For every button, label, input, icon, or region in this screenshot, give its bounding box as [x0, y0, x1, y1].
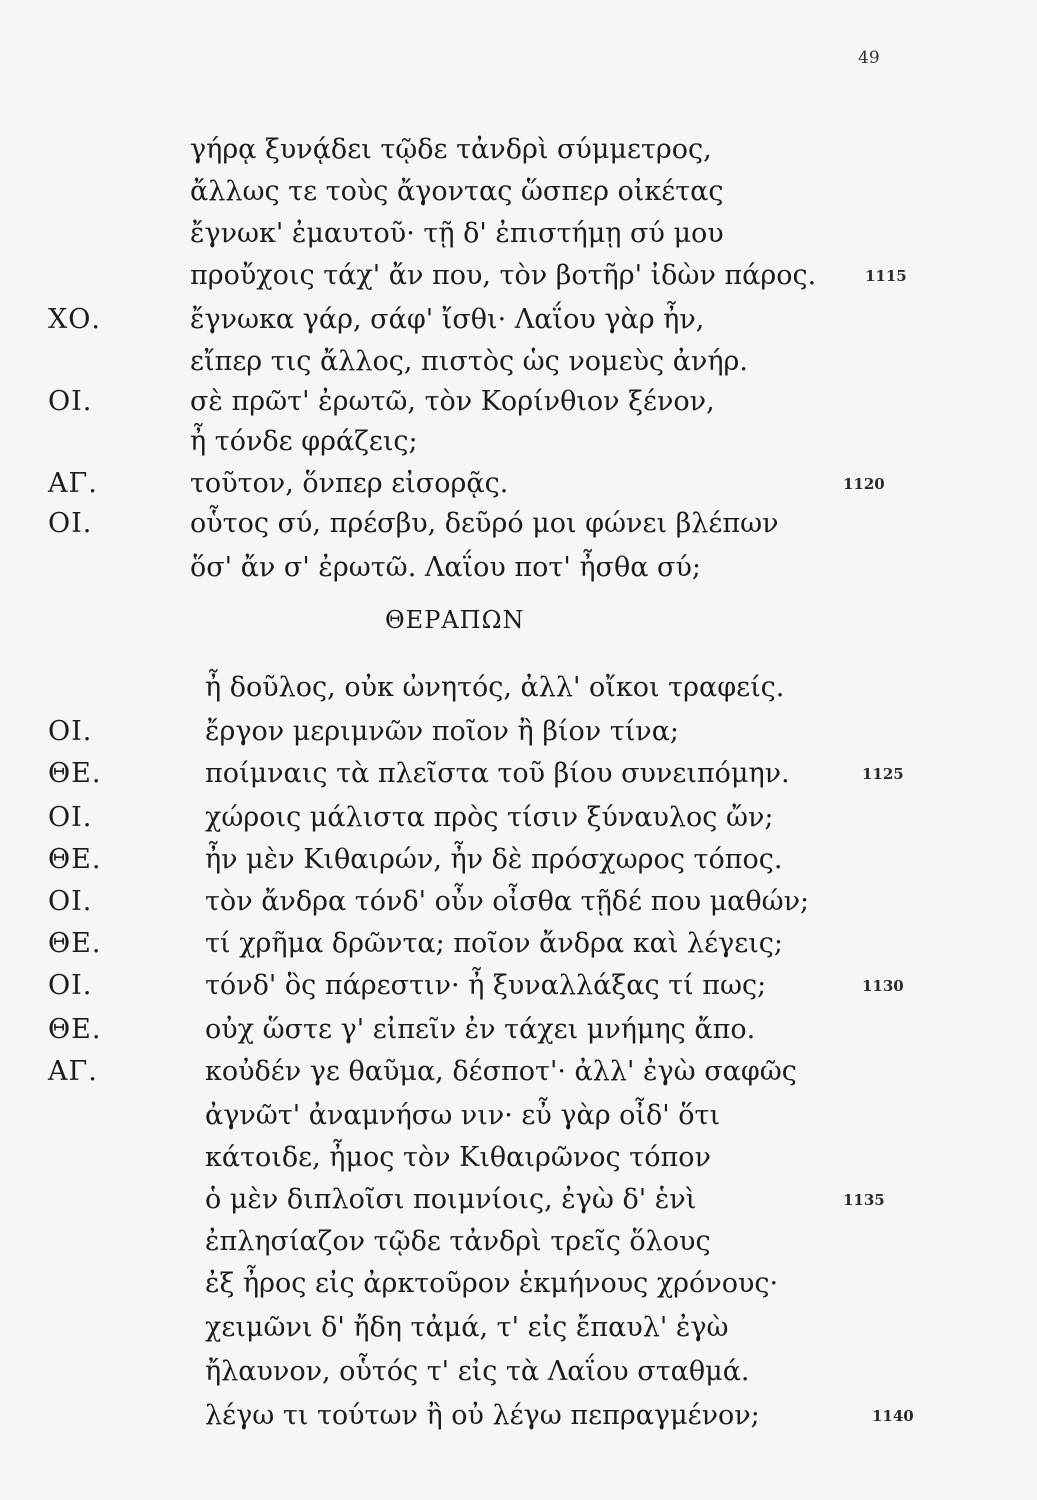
speaker-label: ΘΕ. [48, 758, 102, 789]
speaker-label: ΟΙ. [48, 970, 93, 1001]
verse-text: ἀγνῶτ' ἀναμνήσω νιν· εὖ γὰρ οἶδ' ὅτι [205, 1100, 721, 1131]
verse-line [0, 1394, 1037, 1438]
verse-line [0, 922, 1037, 966]
verse-line [0, 1262, 1037, 1306]
verse-line [0, 1050, 1037, 1094]
speaker-label: ΟΙ. [48, 508, 93, 539]
line-number: 1130 [862, 977, 904, 995]
verse-line [0, 1008, 1037, 1052]
verse-line [0, 838, 1037, 882]
verse-text: τοῦτον, ὅνπερ εἰσορᾷς. [190, 468, 509, 499]
verse-line [0, 212, 1037, 256]
verse-text: χώροις μάλιστα πρὸς τίσιν ξύναυλος ὤν; [205, 802, 774, 833]
verse-line [0, 502, 1037, 546]
verse-line [0, 752, 1037, 796]
speaker-label: ΘΕ. [48, 844, 102, 875]
verse-text: ἔργον μεριμνῶν ποῖον ἢ βίον τίνα; [205, 716, 680, 747]
line-number: 1140 [872, 1407, 914, 1425]
speaker-label: ΟΙ. [48, 716, 93, 747]
speaker-label: ΘΕ. [48, 928, 102, 959]
speaker-label: ΟΙ. [48, 386, 93, 417]
verse-text: κάτοιδε, ἦμος τὸν Κιθαιρῶνος τόπον [205, 1142, 711, 1173]
page-number: 49 [858, 48, 880, 68]
verse-line [0, 128, 1037, 172]
verse-text: οὐχ ὥστε γ' εἰπεῖν ἐν τάχει μνήμης ἄπο. [205, 1014, 756, 1045]
character-heading: ΘΕΡΑΠΩΝ [385, 606, 525, 634]
verse-text: λέγω τι τούτων ἢ οὐ λέγω πεπραγμένον; [205, 1400, 760, 1431]
verse-text: τί χρῆμα δρῶντα; ποῖον ἄνδρα καὶ λέγεις; [205, 928, 784, 959]
verse-text: ἐξ ἦρος εἰς ἀρκτοῦρον ἑκμήνους χρόνους· [205, 1268, 779, 1299]
verse-text: χειμῶνι δ' ἤδη τἀμά, τ' εἰς ἔπαυλ' ἐγὼ [205, 1312, 729, 1343]
verse-text: σὲ πρῶτ' ἐρωτῶ, τὸν Κορίνθιον ξένον, [190, 386, 715, 417]
verse-text: προὔχοις τάχ' ἄν που, τὸν βοτῆρ' ἰδὼν πάρος. [190, 260, 817, 291]
line-number: 1125 [862, 765, 904, 783]
verse-line [0, 666, 1037, 710]
verse-line [0, 1350, 1037, 1394]
verse-line [0, 796, 1037, 840]
verse-text: εἴπερ τις ἄλλος, πιστὸς ὡς νομεὺς ἀνήρ. [190, 346, 748, 377]
verse-line [0, 298, 1037, 342]
verse-line [0, 1136, 1037, 1180]
verse-text: ἔγνωκα γάρ, σάφ' ἴσθι· Λαΐου γὰρ ἦν, [190, 304, 705, 335]
verse-text: κοὐδέν γε θαῦμα, δέσποτ'· ἀλλ' ἐγὼ σαφῶς [205, 1056, 797, 1087]
verse-text: ὁ μὲν διπλοῖσι ποιμνίοις, ἐγὼ δ' ἑνὶ [205, 1184, 697, 1215]
verse-line [0, 710, 1037, 754]
speaker-label: ΘΕ. [48, 1014, 102, 1045]
line-number: 1115 [865, 267, 907, 285]
verse-text: τόνδ' ὃς πάρεστιν· ἦ ξυναλλάξας τί πως; [205, 970, 767, 1001]
verse-line [0, 1094, 1037, 1138]
speaker-label: ΑΓ. [48, 468, 98, 499]
speaker-label: ΧΟ. [48, 304, 101, 335]
verse-line [0, 964, 1037, 1008]
line-number: 1120 [843, 475, 885, 493]
verse-text: ἐπλησίαζον τῷδε τἀνδρὶ τρεῖς ὅλους [205, 1226, 711, 1257]
verse-text: ποίμναις τὰ πλεῖστα τοῦ βίου συνειπόμην. [205, 758, 790, 789]
verse-text: ἤλαυνον, οὗτός τ' εἰς τὰ Λαΐου σταθμά. [205, 1356, 750, 1387]
speaker-label: ΟΙ. [48, 802, 93, 833]
verse-text: ἔγνωκ' ἐμαυτοῦ· τῇ δ' ἐπιστήμῃ σύ μου [190, 218, 724, 249]
verse-line [0, 170, 1037, 214]
verse-line [0, 420, 1037, 464]
verse-text: ἄλλως τε τοὺς ἄγοντας ὥσπερ οἰκέτας [190, 176, 724, 207]
verse-line [0, 1178, 1037, 1222]
line-number: 1135 [843, 1191, 885, 1209]
verse-line [0, 546, 1037, 590]
verse-line [0, 1306, 1037, 1350]
verse-line [0, 254, 1037, 298]
verse-line [0, 340, 1037, 384]
verse-line [0, 880, 1037, 924]
verse-text: τὸν ἄνδρα τόνδ' οὖν οἶσθα τῇδέ που μαθών; [205, 886, 810, 917]
speaker-label: ΑΓ. [48, 1056, 98, 1087]
verse-text: ἦ τόνδε φράζεις; [190, 426, 418, 457]
speaker-label: ΟΙ. [48, 886, 93, 917]
verse-line [0, 462, 1037, 506]
verse-text: γήρᾳ ξυνᾴδει τῷδε τἀνδρὶ σύμμετρος, [190, 134, 712, 165]
verse-text: οὗτος σύ, πρέσβυ, δεῦρό μοι φώνει βλέπων [190, 508, 779, 539]
verse-text: ἦ δοῦλος, οὐκ ὠνητός, ἀλλ' οἴκοι τραφείς. [205, 672, 785, 703]
verse-text: ἦν μὲν Κιθαιρών, ἦν δὲ πρόσχωρος τόπος. [205, 844, 783, 875]
verse-text: ὅσ' ἄν σ' ἐρωτῶ. Λαΐου ποτ' ἦσθα σύ; [190, 552, 701, 583]
verse-line [0, 1220, 1037, 1264]
verse-line [0, 380, 1037, 424]
